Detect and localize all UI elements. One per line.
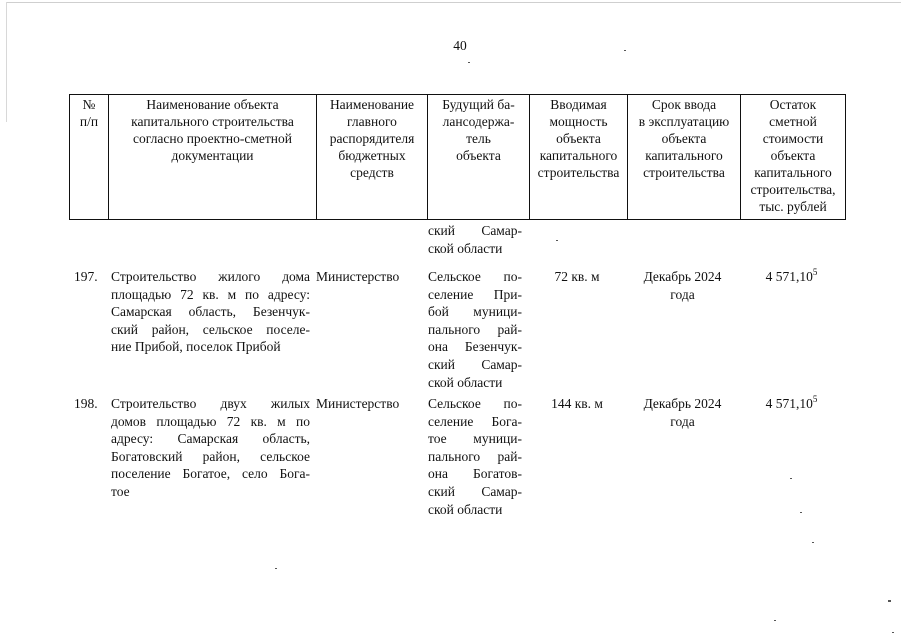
table-header (69, 94, 846, 220)
row-capacity: 144 кв. м (551, 396, 603, 411)
scan-speck (624, 50, 626, 51)
row-object-name: Строительство двух жилых домов площадью 72 кв. м по адресу: Самарская область, Богатовский район, сельское поселение Богатое, село Бога- тое (111, 396, 310, 499)
continuation-text: ский Самар- ской области (428, 223, 522, 256)
page-edge (6, 2, 7, 122)
row-number: 198. (74, 396, 98, 411)
row-capacity: 72 кв. м (554, 269, 600, 284)
scan-speck (812, 542, 814, 543)
page-number: 40 (453, 38, 467, 53)
scan-speck (774, 620, 776, 621)
row-owner: Сельское по- селение При- бой муници- пального рай- она Безенчук- ский Самар- ской области (428, 269, 522, 390)
page-edge (6, 2, 901, 3)
header-col-capacity: Вводимая мощность объекта капитального строительства (529, 95, 627, 219)
row-owner: Сельское по- селение Бога- тое муници- пального рай- она Богатов- ский Самар- ской области (428, 396, 522, 517)
row-term: Декабрь 2024 года (643, 269, 722, 302)
scan-speck (275, 568, 277, 569)
header-col-name: Наименование объекта капитального строительства согласно проектно-сметной документации (108, 95, 316, 219)
scan-speck (888, 600, 891, 602)
row-number: 197. (74, 269, 98, 284)
scan-speck (556, 240, 558, 241)
header-col-number: № п/п (79, 97, 99, 129)
header-col-admin: Наименование главного распорядителя бюджетных средств (316, 95, 427, 219)
header-col-term: Срок ввода в эксплуатацию объекта капитального строительства (627, 95, 740, 219)
scan-speck (468, 62, 470, 63)
scan-speck (790, 478, 792, 479)
scan-speck (892, 632, 894, 633)
row-remain: 4 571,10$^5$ (765, 267, 818, 284)
row-remain: 4 571,10$^5$ (765, 394, 818, 411)
row-object-name: Строительство жилого дома площадью 72 кв. м по адресу: Самарская область, Безенчук- ский район, сельское поселе- ние Прибой, поселок Прибой (111, 269, 310, 355)
row-term: Декабрь 2024 года (643, 396, 722, 429)
header-col-remain: Остаток сметной стоимости объекта капитального строительства, тыс. рублей (740, 95, 845, 219)
row-admin: Министерство (316, 396, 400, 411)
header-col-owner: Будущий ба- лансодержа- тель объекта (427, 95, 529, 219)
scan-speck (800, 512, 802, 513)
row-admin: Министерство (316, 269, 400, 284)
